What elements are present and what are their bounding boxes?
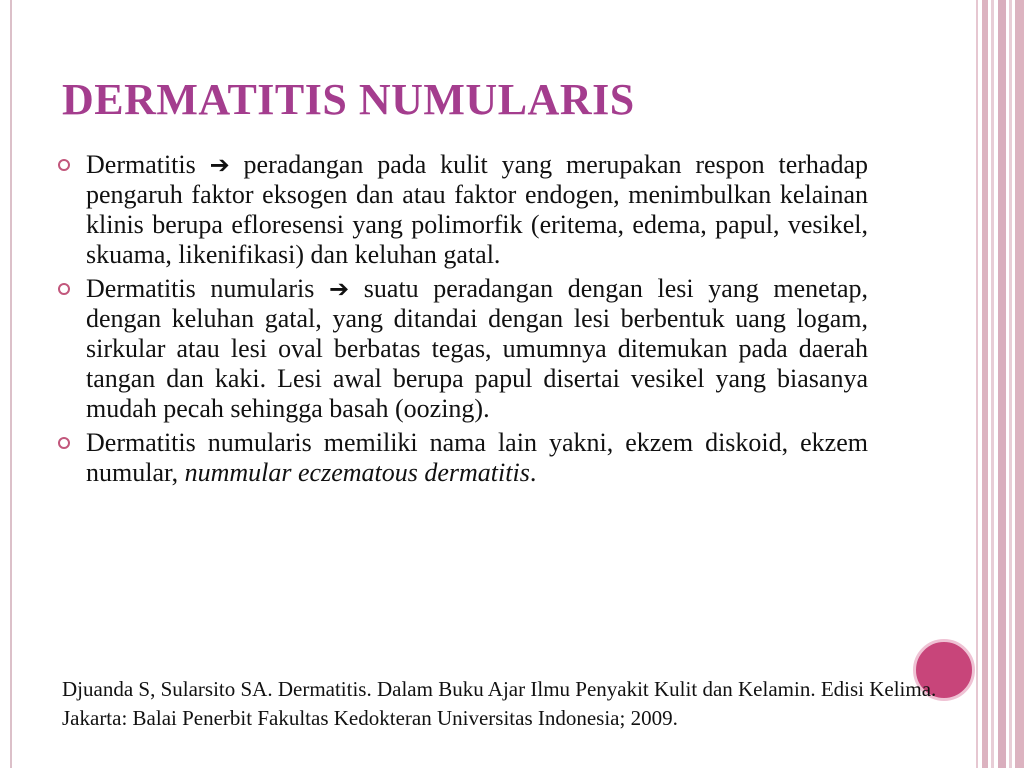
bullet-circle-icon — [58, 159, 70, 171]
bullet-item-dermatitis-definition — [58, 150, 868, 270]
bullet-text: peradangan pada kulit yang merupakan respon terhadap pengaruh faktor eksogen dan atau faktor endogen, menimbulkan kelainan klinis berupa efloresensi yang polimorfik (eritema, edema, papul, vesikel, skuama, likenifikasi) dan keluhan gatal. — [86, 150, 868, 269]
left-border-line — [10, 0, 12, 768]
bullet-term: Dermatitis numularis — [86, 274, 330, 303]
bullet-item-other-names — [58, 428, 868, 488]
reference-citation: Djuanda S, Sularsito SA. Dermatitis. Dalam Buku Ajar Ilmu Penyakit Kulit dan Kelamin. Edisi Kelima. Jakarta: Balai Penerbit Fakultas Kedokteran Universitas Indonesia; 2009. — [62, 677, 937, 730]
bullet-text: Dermatitis numularis memiliki nama lain yakni, ekzem diskoid, ekzem numular, — [86, 428, 868, 487]
bullet-italic-term: nummular eczematous dermatitis — [184, 458, 530, 487]
bullet-circle-icon — [58, 437, 70, 449]
right-decorative-stripes — [976, 0, 1024, 768]
slide-title: DERMATITIS NUMULARIS — [62, 75, 635, 124]
bullet-list — [58, 150, 868, 492]
bullet-term: Dermatitis — [86, 150, 210, 179]
bullet-text: suatu peradangan dengan lesi yang menetap, dengan keluhan gatal, yang ditandai dengan lesi berbentuk uang logam, sirkular atau lesi oval berbatas tegas, umumnya ditemukan pada daerah tangan dan kaki. Lesi awal berupa papul disertai vesikel yang biasanya mudah pecah sehingga basah (oozing). — [86, 274, 868, 423]
right-arrow-icon: ➔ — [209, 151, 230, 179]
bullet-item-numularis-definition — [58, 274, 868, 424]
bullet-circle-icon — [58, 283, 70, 295]
right-arrow-icon: ➔ — [329, 275, 350, 303]
bullet-end: . — [529, 458, 537, 487]
